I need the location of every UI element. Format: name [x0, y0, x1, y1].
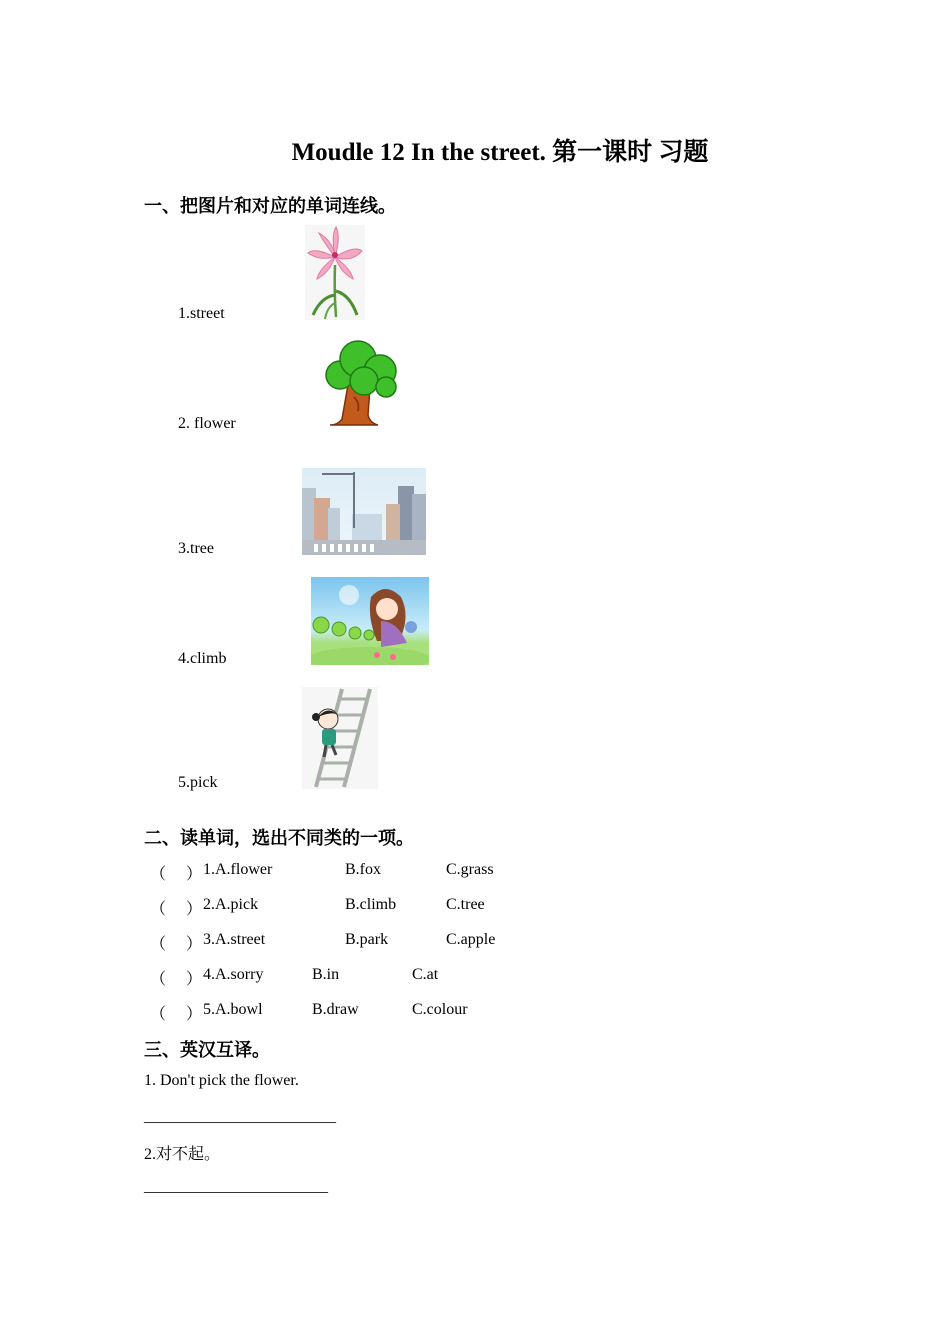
translation-question-2: 2.对不起。 [144, 1146, 221, 1163]
option-a: 4.A.sorry [203, 966, 264, 983]
option-c: C.tree [446, 896, 485, 913]
option-c: C.grass [446, 861, 494, 878]
option-b: B.in [312, 966, 340, 983]
bracket-close: ） [186, 1006, 203, 1023]
option-b: B.park [345, 931, 389, 948]
bracket-close: ） [186, 901, 203, 918]
word-street: 1.street [178, 305, 225, 322]
street-picture [302, 468, 426, 555]
bracket-open: （ [150, 971, 167, 988]
option-b: B.climb [345, 896, 397, 913]
section-2-heading: 二、读单词，选出不同类的一项。 [144, 828, 414, 848]
page-title: Moudle 12 In the street. 第一课时 习题 [291, 139, 709, 166]
bracket-close: ） [186, 866, 203, 883]
option-c: C.apple [446, 931, 496, 948]
climb-picture [302, 687, 378, 789]
bracket-open: （ [150, 866, 167, 883]
bracket-open: （ [150, 936, 167, 953]
option-b: B.draw [312, 1001, 359, 1018]
translation-question-1: 1. Don't pick the flower. [144, 1072, 299, 1089]
section-3-heading: 三、英汉互译。 [144, 1040, 270, 1060]
word-climb: 4.climb [178, 650, 227, 667]
option-c: C.colour [412, 1001, 468, 1018]
flower-picture [305, 225, 365, 320]
answer-blank-1: ________________________ [144, 1108, 336, 1125]
word-pick: 5.pick [178, 774, 218, 791]
bracket-close: ） [186, 936, 203, 953]
bracket-open: （ [150, 901, 167, 918]
option-b: B.fox [345, 861, 381, 878]
answer-blank-2: _______________________ [144, 1178, 328, 1195]
word-tree: 3.tree [178, 540, 214, 557]
bracket-close: ） [186, 971, 203, 988]
bracket-open: （ [150, 1006, 167, 1023]
pick-picture [311, 577, 429, 665]
option-a: 2.A.pick [203, 896, 259, 913]
tree-picture [318, 337, 402, 427]
option-c: C.at [412, 966, 439, 983]
section-1-heading: 一、把图片和对应的单词连线。 [144, 196, 396, 216]
word-flower: 2. flower [178, 415, 236, 432]
option-a: 3.A.street [203, 931, 266, 948]
option-a: 5.A.bowl [203, 1001, 263, 1018]
option-a: 1.A.flower [203, 861, 273, 878]
